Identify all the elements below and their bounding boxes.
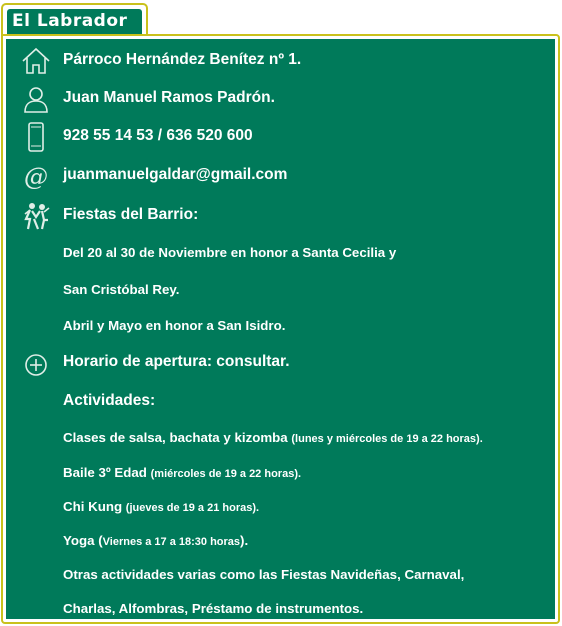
- tab-title: El Labrador: [7, 9, 142, 36]
- address-text: Párroco Hernández Benítez nº 1.: [63, 51, 302, 68]
- activity-item: Clases de salsa, bachata y kizomba (lunes y miércoles de 19 a 22 horas).: [63, 430, 483, 445]
- address-row: [6, 46, 555, 76]
- activity-item: Chi Kung (jueves de 19 a 21 horas).: [63, 499, 260, 514]
- mobile-phone-icon: [20, 122, 52, 152]
- title-tab: [1, 3, 148, 36]
- otras-line-2: Charlas, Alfombras, Préstamo de instrumentos.: [63, 601, 364, 616]
- fiestas-line-2: San Cristóbal Rey.: [63, 282, 180, 297]
- email-link[interactable]: juanmanuelgaldar@gmail.com: [63, 166, 288, 183]
- email-row: [6, 161, 555, 191]
- person-icon: [20, 84, 52, 114]
- svg-text:@: @: [24, 163, 48, 191]
- horario-row: [6, 348, 555, 378]
- fiestas-line-3: Abril y Mayo en honor a San Isidro.: [63, 318, 286, 333]
- plus-circle-icon: [20, 348, 52, 378]
- actividades-heading: Actividades:: [63, 392, 156, 409]
- phone-row: [6, 122, 555, 152]
- phone-text: 928 55 14 53 / 636 520 600: [63, 127, 253, 144]
- fiestas-line-1: Del 20 al 30 de Noviembre en honor a Santa Cecilia y: [63, 245, 397, 260]
- activity-item: Yoga (Viernes a 17 a 18:30 horas).: [63, 533, 249, 548]
- fiestas-heading: Fiestas del Barrio:: [63, 206, 199, 223]
- otras-line-1: Otras actividades varias como las Fiestas Navideñas, Carnaval,: [63, 567, 465, 582]
- at-sign-icon: [20, 161, 52, 191]
- contact-row: [6, 84, 555, 114]
- activity-item: Baile 3º Edad (miércoles de 19 a 22 horas).: [63, 465, 302, 480]
- info-panel-body: [6, 39, 555, 619]
- fiestas-row: [6, 201, 555, 231]
- contact-text: Juan Manuel Ramos Padrón.: [63, 89, 275, 106]
- home-icon: [20, 46, 52, 76]
- info-panel: [1, 34, 560, 624]
- horario-text: Horario de apertura: consultar.: [63, 353, 290, 370]
- dancers-icon: [20, 201, 52, 231]
